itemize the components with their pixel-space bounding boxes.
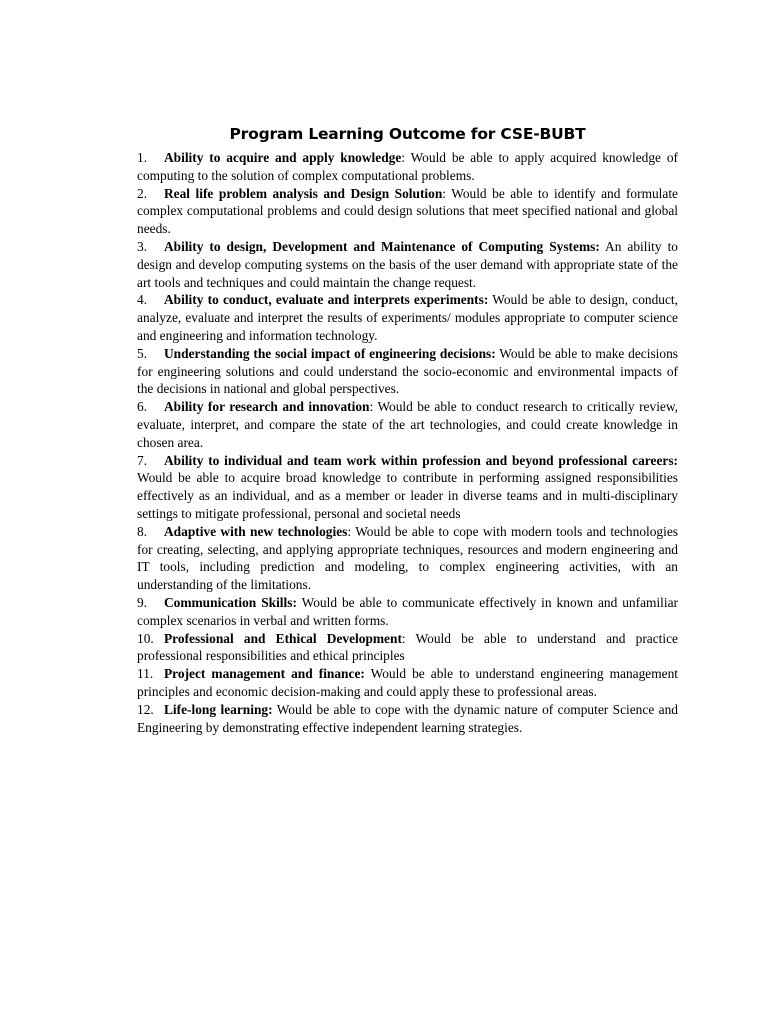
outcome-item [137,665,678,701]
outcome-number: 10. [137,630,154,646]
document-title: Program Learning Outcome for CSE-BUBT [229,125,586,143]
outcome-text: : Would be able to cope with modern tools and technologies for creating, selecting, and applying appropriate techniques, resources and modern engineering and IT tools, including prediction and modeling, to complex engineering activities, with an understanding of the limitations. [137,523,678,593]
outcome-text: Would be able to make decisions for engineering solutions and could understand the socio-economic and environmental impacts of the decisions in national and global perspectives. [137,345,678,397]
outcome-number: 9. [137,594,148,610]
outcome-item [137,452,678,523]
outcome-text: Would be able to understand engineering management principles and economic decision-making and could apply these to professional areas. [137,666,679,699]
outcome-number: 4. [137,292,148,308]
outcome-heading: Adaptive with new technologies [164,523,348,539]
outcome-number: 3. [137,238,148,254]
outcome-text: An ability to design and develop computing systems on the basis of the user demand with appropriate state of the art tools and techniques and could maintain the change request. [137,238,678,290]
outcome-item [137,701,678,737]
outcome-number: 2. [137,185,148,201]
outcome-item [137,630,678,666]
outcome-heading: Ability to acquire and apply knowledge [164,150,402,165]
outcome-item [137,238,678,291]
outcome-heading: Life-long learning: [164,701,273,717]
outcome-heading: Professional and Ethical Development [164,630,402,646]
outcome-heading: Project management and finance: [164,666,365,682]
outcome-number: 1. [137,150,148,165]
outcome-number: 12. [137,701,154,717]
outcome-item [137,149,678,185]
outcome-item [137,398,678,451]
outcome-heading: Ability to design, Development and Maintenance of Computing Systems: [164,238,600,254]
outcome-heading: Ability for research and innovation [164,399,370,415]
outcome-text: Would be able to cope with the dynamic nature of computer Science and Engineering by demonstrating effective independent learning strategies. [137,701,678,735]
outcome-number: 11. [137,666,154,682]
outcome-text: Would be able to design, conduct, analyze, evaluate and interpret the results of experiments/ modules appropriate to computer science and engineering and information technology. [137,292,678,343]
outcome-text: Would be able to communicate effectively in known and unfamiliar complex scenarios in verbal and written forms. [137,594,679,628]
outcome-heading: Ability to conduct, evaluate and interprets experiments: [164,292,489,308]
outcome-text: : Would be able to identify and formulate complex computational problems and could design solutions that meet specified national and global needs. [137,185,679,237]
outcome-number: 6. [137,399,148,415]
outcome-text: Would be able to acquire broad knowledge to contribute in performing assigned responsibilities effectively as an individual, and as a member or leader in diverse teams and in multi-disciplinary settings to mitigate professional, personal and societal needs [137,470,678,521]
outcome-number: 8. [137,523,148,539]
outcome-item [137,291,678,344]
outcome-text: : Would be able to apply acquired knowledge of computing to the solution of complex computational problems. [137,150,678,183]
outcome-number: 7. [137,452,148,468]
outcome-heading: Communication Skills: [164,594,297,610]
outcome-heading: Ability to individual and team work within profession and beyond professional careers: [164,452,678,468]
outcome-item [137,345,678,398]
outcome-item [137,523,678,594]
outcome-item [137,594,678,630]
outcome-text: : Would be able to conduct research to critically review, evaluate, interpret, and compare the state of the art technologies, and could create knowledge in chosen area. [137,399,679,450]
outcome-text: : Would be able to understand and practice professional responsibilities and ethical principles [137,630,678,664]
outcome-item [137,185,678,238]
outcome-heading: Understanding the social impact of engineering decisions: [164,345,496,361]
outcome-heading: Real life problem analysis and Design Solution [164,185,443,201]
outcome-number: 5. [137,345,148,361]
outcome-list [137,149,678,736]
